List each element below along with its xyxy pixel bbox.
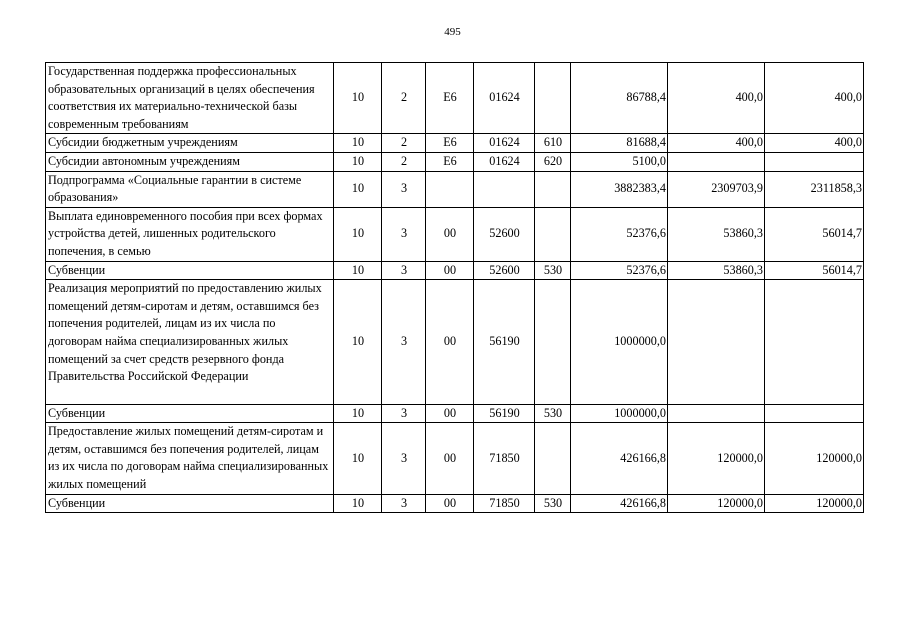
row-sum-1: 3882383,4 bbox=[571, 171, 668, 207]
row-subsection: 3 bbox=[382, 280, 426, 405]
row-sum-3: 56014,7 bbox=[765, 207, 864, 261]
row-sum-2 bbox=[668, 404, 765, 423]
row-name: Государственная поддержка профессиональных образовательных организаций в целях обеспечения соответствия их материально-технической базы современным требованиям bbox=[46, 63, 334, 134]
row-sum-2: 2309703,9 bbox=[668, 171, 765, 207]
row-section: 10 bbox=[334, 207, 382, 261]
row-direction: 71850 bbox=[474, 494, 535, 513]
row-expense-type bbox=[535, 207, 571, 261]
row-sum-1: 81688,4 bbox=[571, 134, 668, 153]
row-expense-type bbox=[535, 423, 571, 494]
row-expense-type: 620 bbox=[535, 152, 571, 171]
row-program: 00 bbox=[426, 280, 474, 405]
row-subsection: 3 bbox=[382, 207, 426, 261]
row-subsection: 3 bbox=[382, 494, 426, 513]
table-row bbox=[46, 207, 864, 261]
row-name: Выплата единовременного пособия при всех формах устройства детей, лишенных родительского попечения, в семью bbox=[46, 207, 334, 261]
row-subsection: 3 bbox=[382, 261, 426, 280]
row-direction: 52600 bbox=[474, 261, 535, 280]
row-sum-1: 52376,6 bbox=[571, 207, 668, 261]
row-name: Субвенции bbox=[46, 494, 334, 513]
row-sum-3 bbox=[765, 152, 864, 171]
row-program bbox=[426, 171, 474, 207]
row-section: 10 bbox=[334, 63, 382, 134]
row-name: Субвенции bbox=[46, 404, 334, 423]
row-sum-3: 120000,0 bbox=[765, 494, 864, 513]
table-row bbox=[46, 171, 864, 207]
table-row bbox=[46, 152, 864, 171]
row-subsection: 3 bbox=[382, 171, 426, 207]
row-program: 00 bbox=[426, 423, 474, 494]
row-program: E6 bbox=[426, 134, 474, 153]
row-expense-type: 530 bbox=[535, 494, 571, 513]
row-subsection: 2 bbox=[382, 152, 426, 171]
row-sum-3: 120000,0 bbox=[765, 423, 864, 494]
row-section: 10 bbox=[334, 261, 382, 280]
row-program: E6 bbox=[426, 152, 474, 171]
table-row bbox=[46, 494, 864, 513]
row-direction: 01624 bbox=[474, 152, 535, 171]
row-sum-3: 400,0 bbox=[765, 134, 864, 153]
row-sum-2: 400,0 bbox=[668, 134, 765, 153]
row-section: 10 bbox=[334, 494, 382, 513]
row-expense-type: 530 bbox=[535, 404, 571, 423]
row-sum-2: 120000,0 bbox=[668, 423, 765, 494]
row-expense-type bbox=[535, 63, 571, 134]
row-sum-3 bbox=[765, 404, 864, 423]
row-sum-2: 53860,3 bbox=[668, 207, 765, 261]
row-section: 10 bbox=[334, 404, 382, 423]
row-sum-3: 56014,7 bbox=[765, 261, 864, 280]
table-row bbox=[46, 63, 864, 134]
row-subsection: 3 bbox=[382, 404, 426, 423]
table-row bbox=[46, 261, 864, 280]
row-sum-2: 53860,3 bbox=[668, 261, 765, 280]
row-sum-1: 52376,6 bbox=[571, 261, 668, 280]
row-name: Субвенции bbox=[46, 261, 334, 280]
row-direction: 56190 bbox=[474, 404, 535, 423]
row-program: 00 bbox=[426, 261, 474, 280]
row-subsection: 3 bbox=[382, 423, 426, 494]
row-sum-2 bbox=[668, 152, 765, 171]
row-name: Субсидии бюджетным учреждениям bbox=[46, 134, 334, 153]
row-direction: 01624 bbox=[474, 63, 535, 134]
row-expense-type: 610 bbox=[535, 134, 571, 153]
row-direction: 56190 bbox=[474, 280, 535, 405]
row-name: Подпрограмма «Социальные гарантии в системе образования» bbox=[46, 171, 334, 207]
row-sum-1: 1000000,0 bbox=[571, 404, 668, 423]
row-direction: 71850 bbox=[474, 423, 535, 494]
row-name: Субсидии автономным учреждениям bbox=[46, 152, 334, 171]
row-program: 00 bbox=[426, 404, 474, 423]
row-expense-type: 530 bbox=[535, 261, 571, 280]
row-section: 10 bbox=[334, 134, 382, 153]
row-sum-2: 120000,0 bbox=[668, 494, 765, 513]
row-expense-type bbox=[535, 171, 571, 207]
row-sum-1: 426166,8 bbox=[571, 494, 668, 513]
row-sum-3 bbox=[765, 280, 864, 405]
row-expense-type bbox=[535, 280, 571, 405]
row-section: 10 bbox=[334, 280, 382, 405]
row-sum-3: 2311858,3 bbox=[765, 171, 864, 207]
row-section: 10 bbox=[334, 152, 382, 171]
table-row bbox=[46, 423, 864, 494]
page-number: 495 bbox=[444, 26, 461, 38]
row-sum-1: 1000000,0 bbox=[571, 280, 668, 405]
table-row bbox=[46, 134, 864, 153]
table-row bbox=[46, 280, 864, 405]
row-subsection: 2 bbox=[382, 134, 426, 153]
row-subsection: 2 bbox=[382, 63, 426, 134]
row-sum-3: 400,0 bbox=[765, 63, 864, 134]
budget-table bbox=[45, 62, 864, 513]
row-direction: 52600 bbox=[474, 207, 535, 261]
row-name: Предоставление жилых помещений детям-сиротам и детям, оставшимся без попечения родителей, лицам из их числа по договорам найма специализированных жилых помещений bbox=[46, 423, 334, 494]
table-row bbox=[46, 404, 864, 423]
row-section: 10 bbox=[334, 423, 382, 494]
row-sum-1: 426166,8 bbox=[571, 423, 668, 494]
row-name: Реализация мероприятий по предоставлению жилых помещений детям-сиротам и детям, оставшимся без попечения родителей, лицам из их числа по договорам найма специализированных жилых помещений за счет средств резервного фонда Правительства Российской Федерации bbox=[46, 280, 334, 405]
row-sum-1: 5100,0 bbox=[571, 152, 668, 171]
row-program: E6 bbox=[426, 63, 474, 134]
row-program: 00 bbox=[426, 494, 474, 513]
row-direction: 01624 bbox=[474, 134, 535, 153]
row-direction bbox=[474, 171, 535, 207]
row-sum-1: 86788,4 bbox=[571, 63, 668, 134]
row-program: 00 bbox=[426, 207, 474, 261]
row-sum-2: 400,0 bbox=[668, 63, 765, 134]
row-section: 10 bbox=[334, 171, 382, 207]
row-sum-2 bbox=[668, 280, 765, 405]
